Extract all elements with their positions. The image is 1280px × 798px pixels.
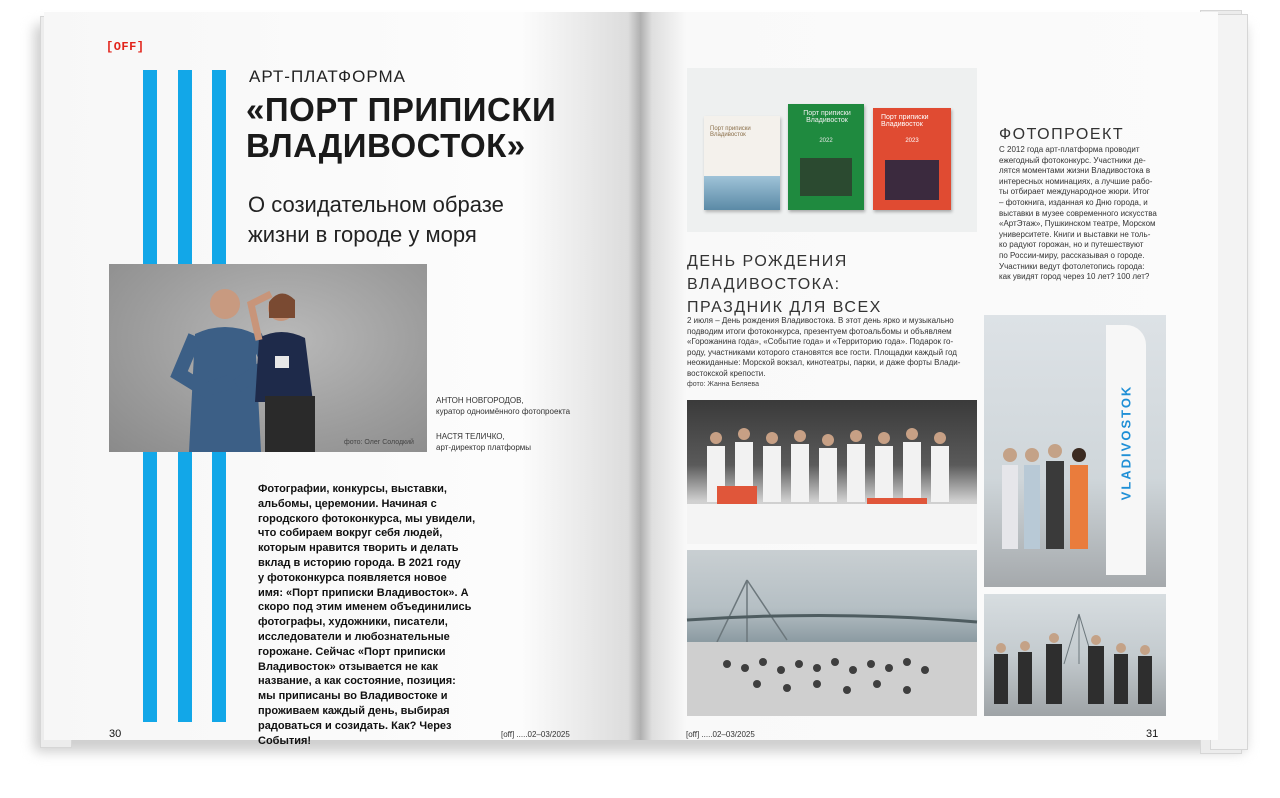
body-line: мы приписаны во Владивостоке и: [258, 690, 448, 703]
orchestra-photo: [984, 594, 1166, 716]
fotoproekt-line: интересных номинациях, а лучшие рабо-: [999, 176, 1153, 186]
fotoproekt-heading: ФОТОПРОЕКТ: [999, 126, 1125, 143]
birthday-text: [687, 316, 975, 380]
book-title: Порт приписки Владивосток: [803, 110, 851, 124]
book-year: 2023: [905, 138, 919, 144]
fotoproekt-line: университете. Книги и выставки не толь-: [999, 229, 1151, 239]
book-year: 2022: [819, 138, 833, 144]
fotoproekt-line: Участники ведут фотолетопись города:: [999, 261, 1145, 271]
book-title: Порт приписки Владивосток: [881, 114, 929, 128]
person1-caption: [436, 395, 570, 417]
fotoproekt-line: ежегодный фотоконкурс. Участники де-: [999, 155, 1146, 165]
birthday-heading: [687, 250, 882, 319]
subtitle: [248, 190, 504, 250]
body-line: альбомы, церемонии. Начиная с: [258, 497, 437, 510]
books-photo: [687, 68, 977, 232]
body-text: [258, 482, 490, 748]
photo-credit: фото: Жанна Беляева: [687, 381, 759, 388]
subtitle-line: О созидательном образе: [248, 192, 504, 217]
fotoproekt-line: по России-миру, рассказывая о городе.: [999, 250, 1145, 260]
fotoproekt-text: [999, 145, 1167, 283]
body-line: что собираем вокруг себя людей,: [258, 527, 443, 540]
birthday-line: востокской крепости.: [687, 368, 766, 378]
cadets-photo: [687, 400, 977, 544]
page-title: [246, 92, 556, 164]
body-line: Владивосток» отзывается не как: [258, 660, 438, 673]
body-line: События!: [258, 734, 312, 747]
fotoproekt-line: ко радуют горожан, но и путешествуют: [999, 240, 1144, 250]
fotoproekt-line: «АртЭтаж», Пушкинском театре, Морском: [999, 219, 1156, 229]
banner-text: VLADIVOSTOK: [1118, 384, 1134, 501]
body-line: исследователи и любознательные: [258, 630, 450, 643]
fotoproekt-line: выставки в музее современного искусства: [999, 208, 1157, 218]
person-name: НАСТЯ ТЕЛИЧКО,: [436, 432, 505, 441]
book-title: Порт приписки Владивосток: [710, 126, 751, 138]
body-line: фотографы, художники, писатели,: [258, 616, 448, 629]
title-line: ВЛАДИВОСТОК»: [246, 127, 526, 164]
fotoproekt-line: – фотокнига, изданная ко Дню города, и: [999, 197, 1148, 207]
subtitle-line: жизни в городе у моря: [248, 222, 477, 247]
fotoproekt-line: ты отбирает международное жюри. Итог: [999, 187, 1150, 197]
crowd-photo: [687, 550, 977, 716]
person-role: арт-директор платформы: [436, 443, 532, 452]
body-line: радоваться и созидать. Как? Через: [258, 719, 452, 732]
book-cover: [704, 116, 780, 210]
person2-caption: [436, 431, 531, 453]
orchestra-illustration: [984, 594, 1166, 716]
eyebrow: АРТ-ПЛАТФОРМА: [249, 67, 406, 86]
page-number: 30: [109, 728, 122, 740]
body-line: которым нравится творить и делать: [258, 542, 459, 555]
body-line: скоро под этим именем объединились: [258, 601, 472, 614]
body-line: название, а как состояние, позиция:: [258, 675, 456, 688]
birthday-heading-line: ВЛАДИВОСТОКА:: [687, 276, 841, 293]
title-line: «ПОРТ ПРИПИСКИ: [246, 91, 557, 128]
magazine-issue: [off] .....02–03/2025: [686, 730, 755, 739]
book-cover-photo: [704, 176, 780, 210]
body-line: имя: «Порт приписки Владивосток». А: [258, 586, 469, 599]
portrait-photo: [109, 264, 427, 452]
person-name: АНТОН НОВГОРОДОВ,: [436, 396, 524, 405]
person-role: куратор одноимённого фотопроекта: [436, 407, 571, 416]
book-cover-photo: [800, 158, 852, 196]
fotoproekt-line: С 2012 года арт-платформа проводит: [999, 145, 1140, 154]
body-line: горожане. Сейчас «Порт приписки: [258, 645, 446, 658]
birthday-heading-line: ДЕНЬ РОЖДЕНИЯ: [687, 253, 848, 270]
spine-gutter: [628, 12, 652, 740]
crowd-illustration: [687, 550, 977, 716]
body-line: проживаем каждый день, выбирая: [258, 704, 450, 717]
right-page: [640, 12, 1218, 740]
banner-photo: [984, 315, 1166, 587]
fotoproekt-line: как увидят город через 10 лет? 100 лет?: [999, 272, 1150, 282]
cadets-illustration: [687, 400, 977, 544]
birthday-line: роду, участниками которого становятся все гости. Площадки каждый год: [687, 347, 957, 357]
book-cover-photo: [885, 160, 939, 200]
birthday-line: подводим итоги фотоконкурса, презентуем фотоальбомы и объявляем: [687, 326, 952, 336]
birthday-line: «Горожанина года», «Событие года» и «Территорию года». Подарок го-: [687, 337, 954, 347]
birthday-line: неожиданные: Морской вокзал, кинотеатры, парки, и даже форты Влади-: [687, 358, 961, 368]
birthday-heading-line: ПРАЗДНИК ДЛЯ ВСЕХ: [687, 299, 882, 316]
fotoproekt-line: лятся моментами жизни Владивостока в: [999, 166, 1151, 176]
book-cover: [873, 108, 951, 210]
portrait-illustration: [109, 264, 427, 452]
magazine-issue: [off] .....02–03/2025: [501, 730, 570, 739]
body-line: у фотоконкурса появляется новое: [258, 571, 447, 584]
birthday-line: 2 июля – День рождения Владивостока. В этот день ярко и музыкально: [687, 316, 954, 325]
flag-banner: [1106, 325, 1146, 575]
body-line: Фотографии, конкурсы, выставки,: [258, 483, 447, 495]
left-page: [44, 12, 640, 747]
book-cover: [788, 104, 864, 210]
photo-credit: фото: Олег Солодкий: [344, 439, 414, 446]
body-line: вклад в историю города. В 2021 году: [258, 556, 461, 569]
page-number: 31: [1146, 728, 1159, 740]
body-line: городского фотоконкурса, мы увидели,: [258, 512, 476, 525]
section-tag: [OFF]: [106, 40, 145, 54]
